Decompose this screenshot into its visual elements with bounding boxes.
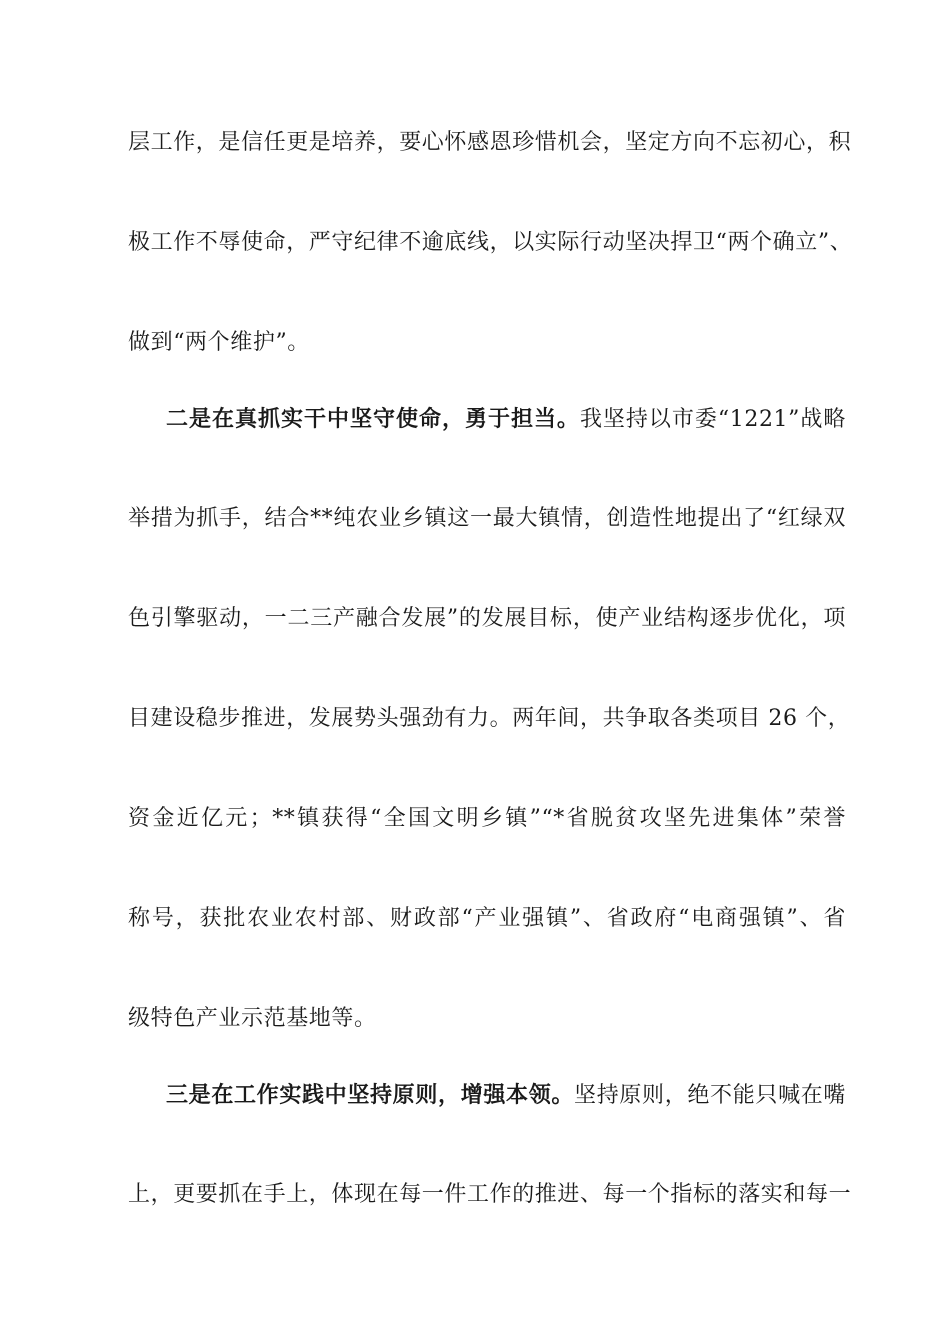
text-line: 上，更要抓在手上，体现在每一件工作的推进、每一个指标的落实和每一: [128, 1182, 852, 1207]
paragraph-text: 坚持原则，绝不能只喊在嘴: [574, 1083, 847, 1108]
paragraph-text: 我坚持以市委“1221”战略: [579, 407, 846, 432]
paragraph-first-line: [166, 404, 846, 435]
text-line: 色引擎驱动，一二三产融合发展”的发展目标，使产业结构逐步优化，项: [128, 606, 846, 631]
paragraph-lead-heading: 三是在工作实践中坚持原则，增强本领。: [166, 1082, 575, 1108]
paragraph-first-line: [166, 1080, 846, 1111]
text-line: 极工作不辱使命，严守纪律不逾底线，以实际行动坚决捍卫“两个确立”、: [128, 230, 853, 255]
text-line: 称号，获批农业农村部、财政部“产业强镇”、省政府“电商强镇”、省: [128, 906, 846, 931]
text-line: 级特色产业示范基地等。: [128, 1006, 377, 1031]
text-line: 做到“两个维护”。: [128, 330, 310, 355]
paragraph-lead-heading: 二是在真抓实干中坚守使命，勇于担当。: [166, 406, 580, 432]
text-line: 举措为抓手，结合**纯农业乡镇这一最大镇情，创造性地提出了“红绿双: [128, 506, 846, 531]
text-line: 目建设稳步推进，发展势头强劲有力。两年间，共争取各类项目 26 个，: [128, 706, 851, 731]
text-line: 层工作，是信任更是培养，要心怀感恩珍惜机会，坚定方向不忘初心，积: [128, 130, 852, 155]
text-line: 资金近亿元；**镇获得“全国文明乡镇”“*省脱贫攻坚先进集体”荣誉: [128, 806, 846, 831]
